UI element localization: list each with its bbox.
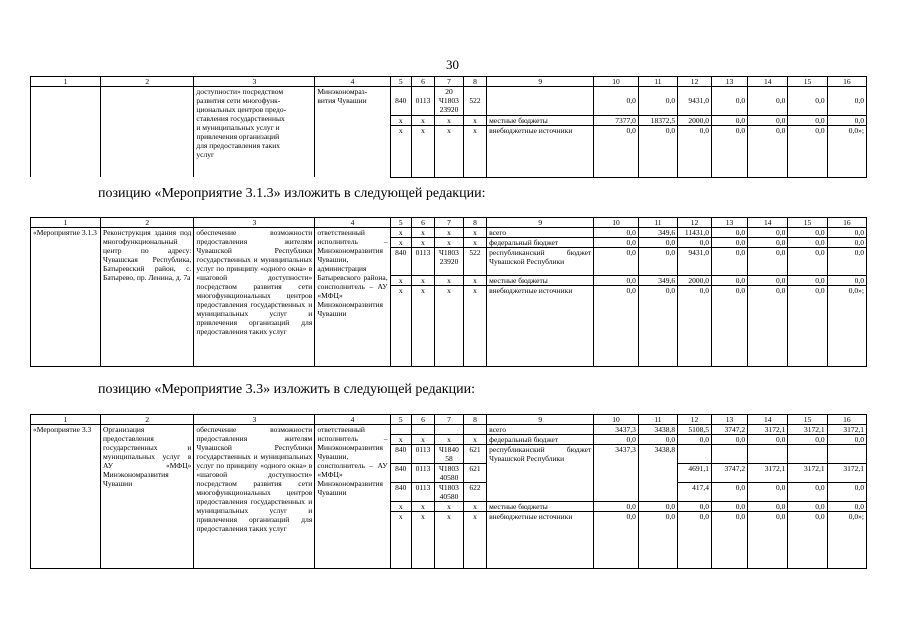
table-row: 840 0113 Ч1840 58 621 республиканский бюджет Чувашской Республики 3437,3 3438,8 (31, 445, 867, 464)
table-row: x x x x местные бюджеты 7377,0 18372,5 2000,0 0,0 0,0 0,0 0,0 (31, 115, 867, 125)
col-header: 4 (315, 218, 390, 228)
col-header: 16 (827, 415, 866, 425)
col-header: 6 (411, 77, 434, 87)
measure-title-cell: Организация предоставления государственных и муниципальных услуг в АУ «МФЦ» Минэкономразвития Чувашии (101, 425, 194, 569)
purpose-cell: обеспечение возможности предоставления жителям Чувашской Республики государственных и муниципальных услуг по принципу «одного окна» в «шаговой доступности» посредством развития сети многофункциональных центров предоставления государственных и муниципальных услуг и привлечения организаций для предоставления таких услуг (194, 228, 315, 367)
table-row: x x x x федеральный бюджет 0,0 0,0 0,0 0,0 0,0 0,0 0,0 (31, 238, 867, 248)
measure-name-cell: «Мероприятие 3.1.3 (31, 228, 101, 367)
table-row: x x x x внебюджетные источники 0,0 0,0 0,0 0,0 0,0 0,0 0,0»; (31, 512, 867, 569)
col-header: 4 (315, 77, 390, 87)
col-header: 16 (827, 77, 866, 87)
col-header: 15 (788, 77, 827, 87)
col-header: 11 (638, 415, 677, 425)
col-header: 1 (31, 218, 101, 228)
col-header: 6 (411, 218, 434, 228)
table-row: 840 0113 Ч1803 40580 622 417,4 0,0 0,0 0,0 0,0 (31, 483, 867, 502)
col-header: 5 (390, 415, 411, 425)
col-header: 7 (435, 218, 464, 228)
col-header: 15 (788, 415, 827, 425)
col-header: 9 (487, 77, 594, 87)
col-header: 7 (435, 415, 464, 425)
table-row: «Мероприятие 3.3 Организация предоставления государственных и муниципальных услуг в АУ «МФЦ» Минэкономразвития Чувашии обеспечение возможности предоставления жителям Чувашской Республики государственных и муниципальных услуг по принципу «одного окна» в «шаговой доступности» посредством развития сети многофункциональных центров предоставления государственных и муниципальных услуг и привлечения организаций для предоставления таких услуг ответственный исполнитель – Минэкономразвития Чувашии, соисполнитель – АУ «МФЦ» Минэкономразвития Чувашии всего 3437,3 3438,8 5108,5 3747,2 3172,1 3172,1 3172,1 (31, 425, 867, 435)
col-header: 14 (748, 218, 788, 228)
col-header: 14 (748, 415, 788, 425)
col-header: 8 (463, 77, 486, 87)
col-header: 13 (712, 218, 748, 228)
col-header: 5 (390, 77, 411, 87)
table-measure-3-1-3 (30, 217, 867, 367)
instruction-text-313: позицию «Мероприятие 3.1.3» изложить в следующей редакции: (98, 186, 486, 201)
table-row: доступности» посредством развития сети многофунк- циональных центров предо- ставления государственных и муниципальных услуг и привлечения организаций для предоставления таких услуг Минэкономраз- вития Чувашии 20 (31, 87, 867, 97)
column-header-row (31, 77, 867, 87)
col-header: 13 (712, 77, 748, 87)
measure-name-cell: «Мероприятие 3.3 (31, 425, 101, 569)
col-header: 9 (487, 415, 594, 425)
table-row: x x x x местные бюджеты 0,0 349,6 2000,0 0,0 0,0 0,0 0,0 (31, 276, 867, 286)
purpose-cell: доступности» посредством развития сети многофунк- циональных центров предо- ставления государственных и муниципальных услуг и привлечения организаций для предоставления таких услуг (194, 87, 315, 178)
measure-title-cell: Реконструкция здания под многофункциональный центр по адресу: Чувашская Республика, Батыревский район, с. Батырево, пр. Ленина, д. 7а (101, 228, 194, 367)
executor-cell: ответственный исполнитель – Минэкономразвития Чувашии, соисполнитель – АУ «МФЦ» Минэкономразвития Чувашии (315, 425, 390, 569)
table-row: x x x x внебюджетные источники 0,0 0,0 0,0 0,0 0,0 0,0 0,0»; (31, 286, 867, 367)
page-number: 30 (446, 57, 459, 72)
table-continuation (30, 76, 867, 178)
col-header: 5 (390, 218, 411, 228)
table-row: «Мероприятие 3.1.3 Реконструкция здания под многофункциональный центр по адресу: Чувашская Республика, Батыревский район, с. Батырево, пр. Ленина, д. 7а обеспечение возможности предоставления жителям Чувашской Республики государственных и муниципальных услуг по принципу «одного окна» в «шаговой доступности» посредством развития сети многофункциональных центров предоставления государственных и муниципальных услуг и привлечения организаций для предоставления таких услуг ответственный исполнитель – Минэкономразвития Чувашии, администрация Батыревского района, соисполнитель – АУ «МФЦ» Минэкономразвития Чувашии x x x x всего 0,0 349,6 11431,0 0,0 0,0 0,0 0,0 (31, 228, 867, 238)
col-header: 2 (101, 77, 194, 87)
table-row: 840 0113 Ч1803 23920 522 0,0 0,0 9431,0 0,0 0,0 0,0 0,0 (31, 96, 867, 115)
col-header: 8 (463, 415, 486, 425)
col-header: 3 (194, 218, 315, 228)
col-header: 1 (31, 415, 101, 425)
col-header: 10 (594, 77, 639, 87)
col-header: 9 (487, 218, 594, 228)
col-header: 8 (463, 218, 486, 228)
col-header: 12 (678, 77, 712, 87)
column-header-row (31, 218, 867, 228)
col-header: 10 (594, 218, 639, 228)
col-header: 2 (101, 415, 194, 425)
purpose-cell: обеспечение возможности предоставления жителям Чувашской Республики государственных и муниципальных услуг по принципу «одного окна» в «шаговой доступности» посредством развития сети многофункциональных центров предоставления государственных и муниципальных услуг и привлечения организаций для предоставления таких услуг (194, 425, 315, 569)
col-header: 15 (788, 218, 827, 228)
col-header: 2 (101, 218, 194, 228)
table-row: x x x x внебюджетные источники 0,0 0,0 0,0 0,0 0,0 0,0 0,0»; (31, 125, 867, 177)
col-header: 12 (678, 218, 712, 228)
executor-cell: ответственный исполнитель – Минэкономразвития Чувашии, администрация Батыревского района, соисполнитель – АУ «МФЦ» Минэкономразвития Чувашии (315, 228, 390, 367)
col-header: 11 (638, 77, 677, 87)
col-header: 7 (435, 77, 464, 87)
col-header: 14 (748, 77, 788, 87)
col-header: 13 (712, 415, 748, 425)
table-row: 840 0113 Ч1803 23920 522 республиканский бюджет Чувашской Республики 0,0 0,0 9431,0 0,0 0,0 0,0 0,0 (31, 248, 867, 276)
col-header: 11 (638, 218, 677, 228)
col-header: 4 (315, 415, 390, 425)
instruction-text-33: позицию «Мероприятие 3.3» изложить в следующей редакции: (98, 382, 475, 397)
col-header: 3 (194, 415, 315, 425)
col-header: 1 (31, 77, 101, 87)
col-header: 16 (827, 218, 866, 228)
col-header: 3 (194, 77, 315, 87)
col-header: 12 (678, 415, 712, 425)
col-header: 6 (411, 415, 434, 425)
table-measure-3-3 (30, 414, 867, 569)
table-row: 840 0113 Ч1803 40580 621 4691,1 3747,2 3172,1 3172,1 3172,1 (31, 464, 867, 483)
executor-cell: Минэкономраз- вития Чувашии (315, 87, 390, 178)
table-row: x x x x местные бюджеты 0,0 0,0 0,0 0,0 0,0 0,0 0,0 (31, 502, 867, 512)
column-header-row (31, 415, 867, 425)
col-header: 10 (594, 415, 639, 425)
table-row: x x x x федеральный бюджет 0,0 0,0 0,0 0,0 0,0 0,0 0,0 (31, 435, 867, 445)
